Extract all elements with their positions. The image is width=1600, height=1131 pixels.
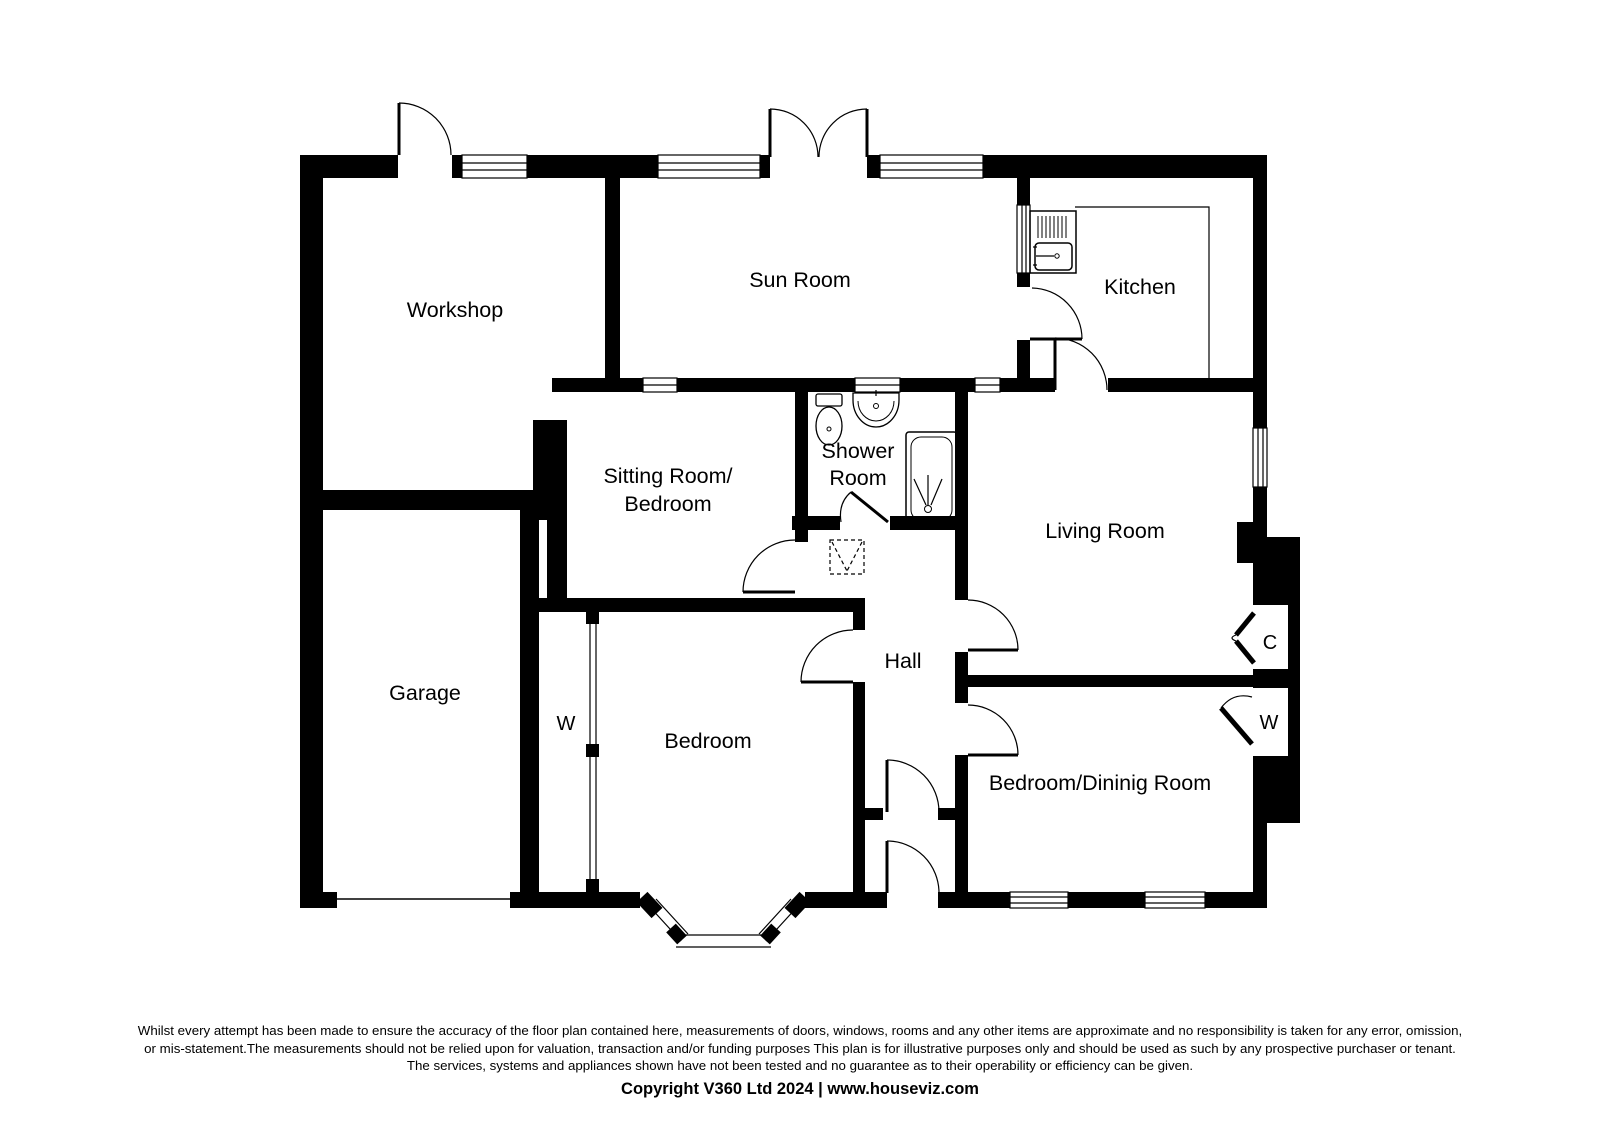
wardrobe-right-door [1221, 696, 1252, 744]
room-label-hall: Hall [884, 649, 922, 673]
window-sunroom-left [658, 155, 760, 178]
loft-hatch-icon [830, 540, 864, 574]
shower-room-door [840, 492, 888, 522]
kitchen-main-door [1055, 338, 1107, 390]
kitchen-counter [1075, 207, 1209, 391]
wardrobe-left-sliding-doors [586, 612, 599, 892]
room-label-living: Living Room [1045, 519, 1165, 543]
shower-icon [906, 432, 957, 525]
living-room-door [968, 600, 1018, 650]
window-sitting [643, 378, 677, 392]
room-label-sitting-1: Sitting Room/ [603, 464, 733, 488]
cupboard-bifold-door [1232, 613, 1254, 663]
window-living-right [1253, 428, 1267, 487]
room-label-cupboard: C [1262, 632, 1278, 654]
sitting-room-door [743, 540, 795, 592]
toilet-icon [816, 394, 842, 445]
vestibule-door [887, 760, 939, 812]
room-label-bedroom: Bedroom [664, 729, 752, 753]
window-kitchen-left [1017, 205, 1030, 273]
window-sunroom-right [880, 155, 983, 178]
room-label-garage: Garage [389, 681, 461, 705]
room-label-kitchen: Kitchen [1104, 275, 1176, 299]
sunroom-french-doors [770, 109, 867, 157]
bedroom-door [801, 630, 853, 682]
front-door [887, 841, 939, 893]
copyright-line: Copyright V360 Ltd 2024 | www.houseviz.com [621, 1079, 979, 1098]
room-label-shower-2: Room [829, 466, 887, 490]
room-label-workshop: Workshop [406, 298, 504, 322]
basin-icon [853, 390, 899, 427]
kitchen-sink-icon [1030, 211, 1076, 273]
window-dining-left [1010, 892, 1068, 908]
room-label-wardrobe-left: W [556, 713, 576, 735]
window-living-top [975, 378, 1000, 392]
room-label-sunroom: Sun Room [749, 268, 851, 292]
disclaimer-line-3: The services, systems and appliances shown have not been tested and no guarantee as to their operability or efficiency can be given. [406, 1058, 1194, 1073]
room-label-shower-1: Shower [821, 439, 895, 463]
kitchen-side-door [1030, 288, 1082, 339]
workshop-door [399, 103, 451, 155]
disclaimer-line-2: or mis-statement.The measurements should not be relied upon for valuation, transaction and/or funding purposes This plan is for illustrative purposes only and should be used as such by any prospective purchaser or tenant. [144, 1040, 1456, 1056]
dining-room-door [968, 705, 1018, 755]
window-dining-right [1145, 892, 1205, 908]
disclaimer-line-1: Whilst every attempt has been made to ensure the accuracy of the floor plan contained here, measurements of doors, windows, rooms and any other items are approximate and no responsibility is taken for any error, omission, [137, 1023, 1463, 1038]
room-label-wardrobe-right: W [1259, 712, 1279, 734]
bay-window [642, 897, 805, 947]
room-label-sitting-2: Bedroom [624, 492, 712, 516]
window-workshop [462, 155, 527, 178]
footer [0, 1022, 1600, 1099]
window-shower [855, 378, 900, 392]
room-label-bedroom-dining: Bedroom/Dininig Room [988, 771, 1212, 795]
